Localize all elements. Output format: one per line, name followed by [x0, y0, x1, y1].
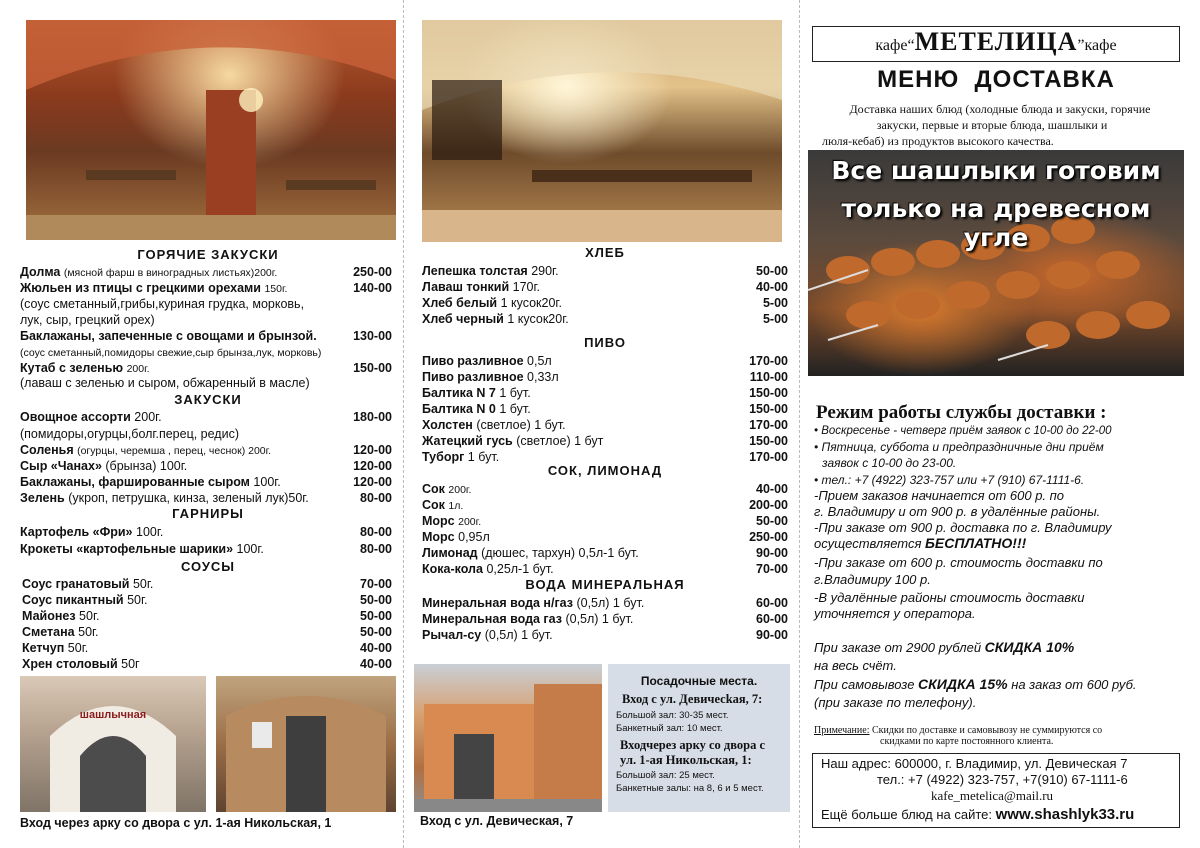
- menu-price: 200-00: [749, 498, 788, 512]
- schedule-title: Режим работы службы доставки :: [816, 402, 1107, 423]
- menu-price: 80-00: [360, 491, 392, 505]
- menu-item: Кутаб с зеленью 200г.: [20, 361, 150, 375]
- schedule-line: осуществляется БЕСПЛАТНО!!!: [814, 535, 1027, 551]
- schedule-line: -В удалённые районы стоимость доставки: [814, 590, 1085, 605]
- menu-price: 170-00: [749, 418, 788, 432]
- menu-price: 50-00: [360, 593, 392, 607]
- menu-price: 150-00: [749, 434, 788, 448]
- menu-price: 80-00: [360, 542, 392, 556]
- schedule-line: • Пятница, суббота и предпраздничные дни приём: [814, 440, 1104, 454]
- bread-title: ХЛЕБ: [585, 245, 625, 260]
- menu-price: 5-00: [762, 296, 788, 310]
- menu-item-desc: (соус сметанный,грибы,куриная грудка, морковь,: [20, 297, 305, 311]
- menu-price: 140-00: [353, 281, 392, 295]
- water-title: ВОДА МИНЕРАЛЬНАЯ: [525, 577, 685, 592]
- seating-hall: Банкетный зал: 10 мест.: [616, 723, 723, 734]
- menu-price: 170-00: [749, 450, 788, 464]
- door-drawing: [216, 676, 396, 812]
- menu-price: 150-00: [749, 402, 788, 416]
- menu-item-desc: (помидоры,огурцы,болг.перец, редис): [20, 427, 239, 441]
- menu-title: МЕНЮ ДОСТАВКА: [877, 66, 1115, 93]
- free-delivery: БЕСПЛАТНО!!!: [925, 535, 1027, 551]
- juice-title: СОК, ЛИМОНАД: [547, 463, 663, 478]
- menu-price: 110-00: [749, 370, 788, 384]
- interior-drawing: [26, 20, 396, 240]
- menu-price: 150-00: [749, 386, 788, 400]
- menu-item: Сок 1л.: [422, 498, 464, 512]
- menu-price: 130-00: [353, 329, 392, 343]
- seating-hall: Банкетные залы: на 8, 6 и 5 мест.: [616, 783, 764, 794]
- menu-price: 5-00: [762, 312, 788, 326]
- cafe-label: ”кафе: [1077, 37, 1117, 54]
- discount-line: (при заказе по телефону).: [814, 695, 977, 710]
- menu-item: Жатецкий гусь (светлое) 1 бут: [422, 434, 604, 448]
- schedule-line: • тел.: +7 (4922) 323-757 или +7 (910) 67-1111-6.: [814, 473, 1085, 487]
- menu-price: 90-00: [756, 628, 788, 642]
- menu-item: Лимонад (дюшес, тархун) 0,5л-1 бут.: [422, 546, 639, 560]
- intro-text: Доставка наших блюд (холодные блюда и закуски, горячие: [849, 102, 1151, 116]
- menu-item: Овощное ассорти 200г.: [20, 410, 162, 424]
- menu-item: Зелень (укроп, петрушка, кинза, зеленый лук)50г.: [20, 491, 309, 505]
- street-caption: Вход с ул. Девическая, 7: [420, 814, 574, 828]
- menu-item: Майонез 50г.: [22, 609, 100, 623]
- menu-item: Крокеты «картофельные шарики» 100г.: [20, 542, 264, 556]
- cafe-name: МЕТЕЛИЦА: [914, 27, 1078, 56]
- menu-price: 170-00: [749, 354, 788, 368]
- address-line: Наш адрес: 600000, г. Владимир, ул. Девическая 7: [821, 756, 1128, 771]
- menu-item: Туборг 1 бут.: [422, 450, 500, 464]
- menu-item: Хрен столовый 50г: [22, 657, 140, 671]
- website-line: Ещё больше блюд на сайте: www.shashlyk33.ru: [821, 806, 1135, 823]
- schedule-line: -При заказе от 600 р. стоимость доставки по: [814, 555, 1103, 570]
- menu-item: Балтика N 7 1 бут.: [422, 386, 531, 400]
- grill-banner: [808, 150, 1184, 376]
- banner-line-1: Все шашлыки готовим: [831, 156, 1161, 185]
- cafe-title-box: [812, 26, 1180, 62]
- menu-price: 70-00: [756, 562, 788, 576]
- discount-line: на весь счёт.: [814, 658, 897, 673]
- seating-title: Посадочные места.: [640, 674, 758, 688]
- snacks-title: ЗАКУСКИ: [174, 392, 242, 407]
- menu-item: Морс 0,95л: [422, 530, 490, 544]
- footnote: Примечание: Скидки по доставке и самовывозу не суммируются со скидками по карте постоянного клиента.: [814, 725, 1103, 747]
- discount-line: При самовывозе СКИДКА 15% на заказ от 600 руб.: [814, 676, 1137, 692]
- menu-item: Картофель «Фри» 100г.: [20, 525, 164, 539]
- menu-item: Соленья (огурцы, черемша , перец, чеснок) 200г.: [20, 443, 272, 457]
- menu-price: 120-00: [353, 475, 392, 489]
- intro-text: люля-кебаб) из продуктов высокого качества.: [822, 134, 1054, 148]
- menu-price: 180-00: [353, 410, 392, 424]
- menu-item: Минеральная вода газ (0,5л) 1 бут.: [422, 612, 634, 626]
- menu-price: 40-00: [360, 641, 392, 655]
- menu-item: Рычал-су (0,5л) 1 бут.: [422, 628, 553, 642]
- menu-price: 40-00: [756, 280, 788, 294]
- schedule-line: заявок с 10-00 до 23-00.: [822, 456, 957, 470]
- arch-sign: шашлычная: [79, 709, 147, 721]
- menu-item: Морс 200г.: [422, 514, 482, 528]
- seating-entry-2: ул. 1-ая Никольская, 1:: [620, 753, 752, 767]
- menu-item: Сметана 50г.: [22, 625, 99, 639]
- menu-price: 250-00: [749, 530, 788, 544]
- menu-item: Минеральная вода н/газ (0,5л) 1 бут.: [422, 596, 645, 610]
- menu-price: 90-00: [756, 546, 788, 560]
- garnish-title: ГАРНИРЫ: [172, 506, 244, 521]
- menu-item: Жюльен из птицы с грецкими орехами 150г.: [20, 281, 288, 295]
- menu-price: 250-00: [353, 265, 392, 279]
- cafe-label: кафе“: [875, 37, 915, 54]
- menu-item: Баклажаны, запеченные с овощами и брынзой.: [20, 329, 317, 343]
- menu-item: Сыр «Чанах» (брынза) 100г.: [20, 459, 188, 473]
- discount-line: При заказе от 2900 рублей СКИДКА 10%: [814, 639, 1075, 655]
- banner-line-2: только на древесном угле: [841, 194, 1151, 252]
- menu-item-desc: лук, сыр, грецкий орех): [20, 313, 155, 327]
- schedule-line: -Прием заказов начинается от 600 р. по: [814, 488, 1065, 503]
- menu-item: Лаваш тонкий 170г.: [422, 280, 541, 294]
- schedule-line: уточняется у оператора.: [814, 606, 976, 621]
- entrance-photo: [216, 676, 396, 812]
- menu-price: 50-00: [756, 514, 788, 528]
- menu-price: 60-00: [756, 612, 788, 626]
- menu-price: 80-00: [360, 525, 392, 539]
- arch-drawing: [20, 676, 206, 812]
- menu-item: Пиво разливное 0,33л: [422, 370, 559, 384]
- menu-price: 50-00: [756, 264, 788, 278]
- menu-price: 120-00: [353, 443, 392, 457]
- seating-hall: Большой зал: 30-35 мест.: [616, 710, 729, 721]
- bar-interior-photo: [422, 20, 782, 242]
- intro-text: закуски, первые и вторые блюда, шашлыки и: [876, 118, 1108, 132]
- menu-item: Кока-кола 0,25л-1 бут.: [422, 562, 554, 576]
- seating-entry-1: Вход с ул. Девичесkая, 7:: [622, 692, 763, 706]
- discount-10: СКИДКА 10%: [984, 639, 1075, 655]
- menu-item: Соус пикантный 50г.: [22, 593, 148, 607]
- menu-price: 150-00: [353, 361, 392, 375]
- bar-drawing: [422, 20, 782, 242]
- beer-title: ПИВО: [584, 335, 626, 350]
- menu-item-desc: (лаваш с зеленью и сыром, обжаренный в масле): [20, 376, 310, 390]
- menu-price: 40-00: [360, 657, 392, 671]
- street-photo: [414, 664, 602, 812]
- seating-entry-2: Входчерез арку со двора с: [620, 738, 766, 752]
- menu-item: Пиво разливное 0,5л: [422, 354, 552, 368]
- phone-line: тел.: +7 (4922) 323-757, +7(910) 67-1111-6: [877, 772, 1128, 787]
- schedule-line: г. Владимиру и от 900 р. в удалённые районы.: [814, 504, 1101, 519]
- discount-15: СКИДКА 15%: [918, 676, 1008, 692]
- menu-price: 70-00: [360, 577, 392, 591]
- menu-item: Долма (мясной фарш в виноградных листьях)200г.: [20, 265, 278, 279]
- hot-snacks-title: ГОРЯЧИЕ ЗАКУСКИ: [137, 247, 279, 262]
- menu-price: 50-00: [360, 625, 392, 639]
- website-link[interactable]: www.shashlyk33.ru: [995, 806, 1135, 823]
- arch-photo: [20, 676, 206, 812]
- menu-item: Соус гранатовый 50г.: [22, 577, 154, 591]
- menu-item: Балтика N 0 1 бут.: [422, 402, 531, 416]
- menu-price: 120-00: [353, 459, 392, 473]
- sauces-title: СОУСЫ: [180, 559, 236, 574]
- menu-item: Холстен (светлое) 1 бут.: [422, 418, 566, 432]
- address-box: [812, 753, 1180, 828]
- menu-price: 60-00: [756, 596, 788, 610]
- seating-info-box: [608, 664, 790, 812]
- menu-item: Кетчуп 50г.: [22, 641, 89, 655]
- menu-item-desc: (соус сметанный,помидоры свежие,сыр брынза,лук, морковь): [20, 347, 322, 359]
- menu-item: Сок 200г.: [422, 482, 472, 496]
- menu-item: Баклажаны, фаршированные сыром 100г.: [20, 475, 281, 489]
- schedule-line: • Воскресенье - четверг приём заявок с 10-00 до 22-00: [814, 425, 1112, 437]
- menu-price: 40-00: [756, 482, 788, 496]
- menu-price: 50-00: [360, 609, 392, 623]
- footnote-label: Примечание:: [814, 725, 870, 736]
- seating-hall: Большой зал: 25 мест.: [616, 770, 715, 781]
- street-drawing: [414, 664, 602, 812]
- menu-item: Лепешка толстая 290г.: [422, 264, 559, 278]
- email-link[interactable]: kafe_metelica@mail.ru: [931, 788, 1054, 803]
- menu-item: Хлеб белый 1 кусок20г.: [422, 296, 562, 310]
- menu-item: Хлеб черный 1 кусок20г.: [422, 312, 569, 326]
- schedule-line: -При заказе от 900 р. доставка по г. Владимиру: [814, 520, 1112, 535]
- cafe-interior-photo: [26, 20, 396, 240]
- arch-caption: Вход через арку со двора с ул. 1-ая Никольская, 1: [20, 816, 332, 830]
- schedule-line: г.Владимиру 100 р.: [814, 572, 931, 587]
